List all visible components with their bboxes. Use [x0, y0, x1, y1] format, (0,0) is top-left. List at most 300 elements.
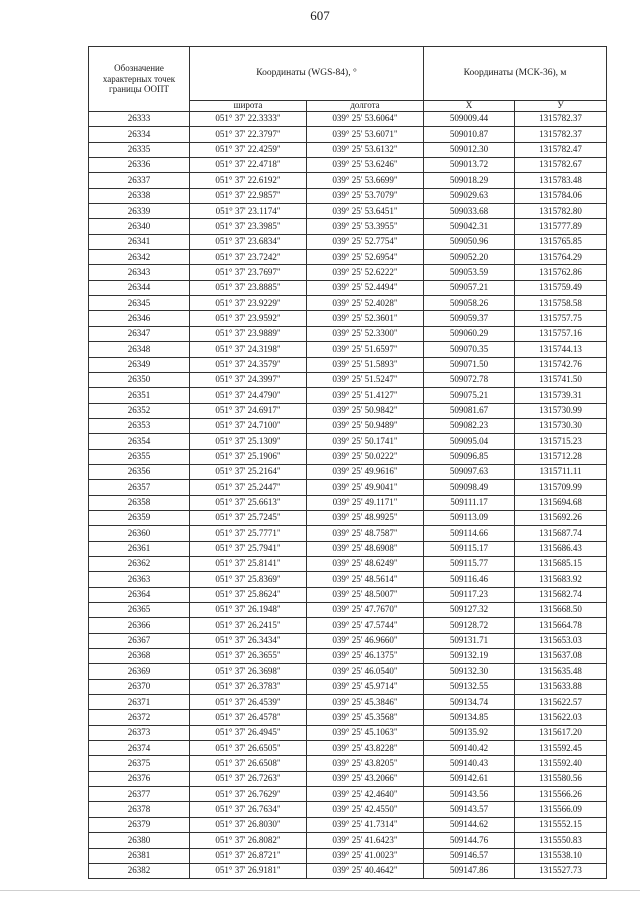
x-coordinate-cell: 509117.23: [424, 587, 515, 602]
point-id-cell: 26344: [89, 280, 190, 295]
longitude-cell: 039° 25' 51.4127": [307, 388, 424, 403]
point-id-cell: 26361: [89, 541, 190, 556]
x-coordinate-cell: 509140.42: [424, 741, 515, 756]
latitude-cell: 051° 37' 25.7941": [190, 541, 307, 556]
y-coordinate-cell: 1315712.28: [515, 449, 607, 464]
latitude-cell: 051° 37' 26.6505": [190, 741, 307, 756]
x-coordinate-cell: 509072.78: [424, 372, 515, 387]
point-id-cell: 26369: [89, 664, 190, 679]
latitude-cell: 051° 37' 23.1174": [190, 204, 307, 219]
latitude-cell: 051° 37' 26.8030": [190, 817, 307, 832]
x-coordinate-cell: 509013.72: [424, 158, 515, 173]
x-coordinate-cell: 509060.29: [424, 326, 515, 341]
table-row: [89, 464, 607, 479]
longitude-cell: 039° 25' 49.9041": [307, 480, 424, 495]
x-coordinate-cell: 509095.04: [424, 434, 515, 449]
point-id-cell: 26336: [89, 158, 190, 173]
latitude-cell: 051° 37' 25.8141": [190, 556, 307, 571]
point-id-cell: 26374: [89, 741, 190, 756]
longitude-cell: 039° 25' 46.9660": [307, 633, 424, 648]
longitude-cell: 039° 25' 42.4640": [307, 787, 424, 802]
latitude-cell: 051° 37' 23.6834": [190, 234, 307, 249]
y-coordinate-cell: 1315617.20: [515, 725, 607, 740]
y-coordinate-cell: 1315686.43: [515, 541, 607, 556]
x-coordinate-cell: 509097.63: [424, 464, 515, 479]
longitude-cell: 039° 25' 50.9842": [307, 403, 424, 418]
latitude-cell: 051° 37' 26.7634": [190, 802, 307, 817]
longitude-cell: 039° 25' 50.9489": [307, 418, 424, 433]
longitude-cell: 039° 25' 45.1063": [307, 725, 424, 740]
y-coordinate-cell: 1315687.74: [515, 526, 607, 541]
latitude-cell: 051° 37' 25.6613": [190, 495, 307, 510]
x-coordinate-cell: 509009.44: [424, 112, 515, 127]
latitude-cell: 051° 37' 22.4259": [190, 142, 307, 157]
longitude-cell: 039° 25' 40.4642": [307, 863, 424, 878]
y-coordinate-cell: 1315622.57: [515, 695, 607, 710]
point-id-cell: 26365: [89, 603, 190, 618]
longitude-cell: 039° 25' 50.0222": [307, 449, 424, 464]
table-row: [89, 127, 607, 142]
latitude-cell: 051° 37' 22.9857": [190, 188, 307, 203]
header-point-designation: Обозначение характерных точек границы ООПТ: [89, 47, 190, 112]
point-id-cell: 26338: [89, 188, 190, 203]
latitude-cell: 051° 37' 25.7771": [190, 526, 307, 541]
longitude-cell: 039° 25' 45.3846": [307, 695, 424, 710]
x-coordinate-cell: 509033.68: [424, 204, 515, 219]
x-coordinate-cell: 509142.61: [424, 771, 515, 786]
x-coordinate-cell: 509053.59: [424, 265, 515, 280]
point-id-cell: 26339: [89, 204, 190, 219]
latitude-cell: 051° 37' 26.3434": [190, 633, 307, 648]
table-row: [89, 633, 607, 648]
latitude-cell: 051° 37' 23.9592": [190, 311, 307, 326]
longitude-cell: 039° 25' 49.9616": [307, 464, 424, 479]
point-id-cell: 26346: [89, 311, 190, 326]
y-coordinate-cell: 1315709.99: [515, 480, 607, 495]
point-id-cell: 26352: [89, 403, 190, 418]
y-coordinate-cell: 1315622.03: [515, 710, 607, 725]
latitude-cell: 051° 37' 22.3333": [190, 112, 307, 127]
point-id-cell: 26368: [89, 649, 190, 664]
point-id-cell: 26356: [89, 464, 190, 479]
y-coordinate-cell: 1315739.31: [515, 388, 607, 403]
header-longitude: долгота: [307, 101, 424, 112]
y-coordinate-cell: 1315668.50: [515, 603, 607, 618]
x-coordinate-cell: 509042.31: [424, 219, 515, 234]
x-coordinate-cell: 509010.87: [424, 127, 515, 142]
latitude-cell: 051° 37' 25.7245": [190, 510, 307, 525]
table-row: [89, 572, 607, 587]
longitude-cell: 039° 25' 53.3955": [307, 219, 424, 234]
longitude-cell: 039° 25' 52.7754": [307, 234, 424, 249]
longitude-cell: 039° 25' 43.8228": [307, 741, 424, 756]
y-coordinate-cell: 1315692.26: [515, 510, 607, 525]
table-row: [89, 434, 607, 449]
y-coordinate-cell: 1315664.78: [515, 618, 607, 633]
x-coordinate-cell: 509134.85: [424, 710, 515, 725]
y-coordinate-cell: 1315759.49: [515, 280, 607, 295]
x-coordinate-cell: 509111.17: [424, 495, 515, 510]
point-id-cell: 26378: [89, 802, 190, 817]
point-id-cell: 26360: [89, 526, 190, 541]
longitude-cell: 039° 25' 53.6064": [307, 112, 424, 127]
x-coordinate-cell: 509018.29: [424, 173, 515, 188]
table-row: [89, 250, 607, 265]
table-row: [89, 296, 607, 311]
point-id-cell: 26350: [89, 372, 190, 387]
longitude-cell: 039° 25' 41.7314": [307, 817, 424, 832]
table-row: [89, 188, 607, 203]
longitude-cell: 039° 25' 52.3601": [307, 311, 424, 326]
latitude-cell: 051° 37' 23.7697": [190, 265, 307, 280]
table-row: [89, 372, 607, 387]
x-coordinate-cell: 509098.49: [424, 480, 515, 495]
longitude-cell: 039° 25' 43.8205": [307, 756, 424, 771]
y-coordinate-cell: 1315783.48: [515, 173, 607, 188]
latitude-cell: 051° 37' 23.8885": [190, 280, 307, 295]
longitude-cell: 039° 25' 51.5247": [307, 372, 424, 387]
point-id-cell: 26345: [89, 296, 190, 311]
latitude-cell: 051° 37' 23.7242": [190, 250, 307, 265]
y-coordinate-cell: 1315580.56: [515, 771, 607, 786]
longitude-cell: 039° 25' 53.6699": [307, 173, 424, 188]
y-coordinate-cell: 1315777.89: [515, 219, 607, 234]
latitude-cell: 051° 37' 26.6508": [190, 756, 307, 771]
longitude-cell: 039° 25' 51.5893": [307, 357, 424, 372]
table-row: [89, 741, 607, 756]
longitude-cell: 039° 25' 42.4550": [307, 802, 424, 817]
y-coordinate-cell: 1315694.68: [515, 495, 607, 510]
y-coordinate-cell: 1315730.30: [515, 418, 607, 433]
longitude-cell: 039° 25' 41.6423": [307, 833, 424, 848]
y-coordinate-cell: 1315758.58: [515, 296, 607, 311]
latitude-cell: 051° 37' 26.3698": [190, 664, 307, 679]
latitude-cell: 051° 37' 26.8082": [190, 833, 307, 848]
latitude-cell: 051° 37' 23.9889": [190, 326, 307, 341]
point-id-cell: 26337: [89, 173, 190, 188]
table-row: [89, 802, 607, 817]
longitude-cell: 039° 25' 50.1741": [307, 434, 424, 449]
x-coordinate-cell: 509134.74: [424, 695, 515, 710]
point-id-cell: 26351: [89, 388, 190, 403]
y-coordinate-cell: 1315566.26: [515, 787, 607, 802]
longitude-cell: 039° 25' 52.4028": [307, 296, 424, 311]
table-row: [89, 449, 607, 464]
table-row: [89, 679, 607, 694]
point-id-cell: 26367: [89, 633, 190, 648]
x-coordinate-cell: 509132.19: [424, 649, 515, 664]
x-coordinate-cell: 509144.62: [424, 817, 515, 832]
point-id-cell: 26362: [89, 556, 190, 571]
table-body: [89, 112, 607, 879]
table-row: [89, 526, 607, 541]
y-coordinate-cell: 1315764.29: [515, 250, 607, 265]
point-id-cell: 26376: [89, 771, 190, 786]
latitude-cell: 051° 37' 23.3985": [190, 219, 307, 234]
point-id-cell: 26381: [89, 848, 190, 863]
y-coordinate-cell: 1315782.37: [515, 127, 607, 142]
latitude-cell: 051° 37' 26.4539": [190, 695, 307, 710]
header-x: X: [424, 101, 515, 112]
point-id-cell: 26370: [89, 679, 190, 694]
table-row: [89, 158, 607, 173]
point-id-cell: 26348: [89, 342, 190, 357]
table-row: [89, 787, 607, 802]
longitude-cell: 039° 25' 52.6954": [307, 250, 424, 265]
x-coordinate-cell: 509127.32: [424, 603, 515, 618]
table-row: [89, 541, 607, 556]
latitude-cell: 051° 37' 25.8624": [190, 587, 307, 602]
point-id-cell: 26342: [89, 250, 190, 265]
table-row: [89, 311, 607, 326]
y-coordinate-cell: 1315592.45: [515, 741, 607, 756]
y-coordinate-cell: 1315711.11: [515, 464, 607, 479]
latitude-cell: 051° 37' 24.3198": [190, 342, 307, 357]
x-coordinate-cell: 509146.57: [424, 848, 515, 863]
y-coordinate-cell: 1315682.74: [515, 587, 607, 602]
point-id-cell: 26354: [89, 434, 190, 449]
table-row: [89, 418, 607, 433]
bottom-divider: [0, 890, 640, 891]
longitude-cell: 039° 25' 47.7670": [307, 603, 424, 618]
y-coordinate-cell: 1315782.80: [515, 204, 607, 219]
x-coordinate-cell: 509075.21: [424, 388, 515, 403]
x-coordinate-cell: 509131.71: [424, 633, 515, 648]
point-id-cell: 26372: [89, 710, 190, 725]
point-id-cell: 26347: [89, 326, 190, 341]
latitude-cell: 051° 37' 24.4790": [190, 388, 307, 403]
latitude-cell: 051° 37' 26.8721": [190, 848, 307, 863]
point-id-cell: 26335: [89, 142, 190, 157]
longitude-cell: 039° 25' 53.6246": [307, 158, 424, 173]
longitude-cell: 039° 25' 41.0023": [307, 848, 424, 863]
table-row: [89, 618, 607, 633]
longitude-cell: 039° 25' 43.2066": [307, 771, 424, 786]
longitude-cell: 039° 25' 53.6451": [307, 204, 424, 219]
y-coordinate-cell: 1315592.40: [515, 756, 607, 771]
point-id-cell: 26366: [89, 618, 190, 633]
page-number: 607: [310, 8, 330, 23]
longitude-cell: 039° 25' 52.6222": [307, 265, 424, 280]
x-coordinate-cell: 509113.09: [424, 510, 515, 525]
latitude-cell: 051° 37' 26.4578": [190, 710, 307, 725]
x-coordinate-cell: 509029.63: [424, 188, 515, 203]
point-id-cell: 26382: [89, 863, 190, 878]
longitude-cell: 039° 25' 48.6249": [307, 556, 424, 571]
point-id-cell: 26364: [89, 587, 190, 602]
point-id-cell: 26340: [89, 219, 190, 234]
longitude-cell: 039° 25' 53.7079": [307, 188, 424, 203]
longitude-cell: 039° 25' 45.9714": [307, 679, 424, 694]
longitude-cell: 039° 25' 48.9925": [307, 510, 424, 525]
table-row: [89, 603, 607, 618]
x-coordinate-cell: 509132.30: [424, 664, 515, 679]
y-coordinate-cell: 1315552.15: [515, 817, 607, 832]
table-row: [89, 342, 607, 357]
latitude-cell: 051° 37' 24.3579": [190, 357, 307, 372]
x-coordinate-cell: 509096.85: [424, 449, 515, 464]
x-coordinate-cell: 509114.66: [424, 526, 515, 541]
longitude-cell: 039° 25' 45.3568": [307, 710, 424, 725]
y-coordinate-cell: 1315637.08: [515, 649, 607, 664]
x-coordinate-cell: 509115.17: [424, 541, 515, 556]
table-row: [89, 556, 607, 571]
longitude-cell: 039° 25' 53.6071": [307, 127, 424, 142]
point-id-cell: 26343: [89, 265, 190, 280]
point-id-cell: 26380: [89, 833, 190, 848]
table-row: [89, 664, 607, 679]
table-row: [89, 234, 607, 249]
y-coordinate-cell: 1315538.10: [515, 848, 607, 863]
y-coordinate-cell: 1315741.50: [515, 372, 607, 387]
x-coordinate-cell: 509116.46: [424, 572, 515, 587]
latitude-cell: 051° 37' 24.7100": [190, 418, 307, 433]
longitude-cell: 039° 25' 48.6908": [307, 541, 424, 556]
y-coordinate-cell: 1315730.99: [515, 403, 607, 418]
latitude-cell: 051° 37' 24.6917": [190, 403, 307, 418]
latitude-cell: 051° 37' 26.3655": [190, 649, 307, 664]
point-id-cell: 26349: [89, 357, 190, 372]
y-coordinate-cell: 1315566.09: [515, 802, 607, 817]
point-id-cell: 26379: [89, 817, 190, 832]
latitude-cell: 051° 37' 26.2415": [190, 618, 307, 633]
y-coordinate-cell: 1315633.88: [515, 679, 607, 694]
header-y: У: [515, 101, 607, 112]
header-msk36: Координаты (МСК-36), м: [424, 47, 607, 101]
longitude-cell: 039° 25' 53.6132": [307, 142, 424, 157]
y-coordinate-cell: 1315742.76: [515, 357, 607, 372]
y-coordinate-cell: 1315757.75: [515, 311, 607, 326]
longitude-cell: 039° 25' 48.5007": [307, 587, 424, 602]
x-coordinate-cell: 509070.35: [424, 342, 515, 357]
latitude-cell: 051° 37' 25.1309": [190, 434, 307, 449]
longitude-cell: 039° 25' 49.1171": [307, 495, 424, 510]
coordinates-table: [88, 46, 607, 879]
latitude-cell: 051° 37' 26.9181": [190, 863, 307, 878]
latitude-cell: 051° 37' 26.7263": [190, 771, 307, 786]
y-coordinate-cell: 1315550.83: [515, 833, 607, 848]
x-coordinate-cell: 509057.21: [424, 280, 515, 295]
x-coordinate-cell: 509059.37: [424, 311, 515, 326]
x-coordinate-cell: 509050.96: [424, 234, 515, 249]
point-id-cell: 26358: [89, 495, 190, 510]
table-row: [89, 833, 607, 848]
y-coordinate-cell: 1315762.86: [515, 265, 607, 280]
longitude-cell: 039° 25' 51.6597": [307, 342, 424, 357]
table-row: [89, 112, 607, 127]
longitude-cell: 039° 25' 48.5614": [307, 572, 424, 587]
table-row: [89, 403, 607, 418]
table-row: [89, 219, 607, 234]
table-row: [89, 388, 607, 403]
y-coordinate-cell: 1315653.03: [515, 633, 607, 648]
longitude-cell: 039° 25' 48.7587": [307, 526, 424, 541]
table-row: [89, 848, 607, 863]
point-id-cell: 26353: [89, 418, 190, 433]
longitude-cell: 039° 25' 46.0540": [307, 664, 424, 679]
x-coordinate-cell: 509058.26: [424, 296, 515, 311]
table-row: [89, 173, 607, 188]
y-coordinate-cell: 1315635.48: [515, 664, 607, 679]
table-row: [89, 863, 607, 878]
x-coordinate-cell: 509143.56: [424, 787, 515, 802]
y-coordinate-cell: 1315715.23: [515, 434, 607, 449]
table-row: [89, 695, 607, 710]
table-row: [89, 725, 607, 740]
table-row: [89, 756, 607, 771]
x-coordinate-cell: 509143.57: [424, 802, 515, 817]
table-row: [89, 771, 607, 786]
point-id-cell: 26341: [89, 234, 190, 249]
latitude-cell: 051° 37' 22.3797": [190, 127, 307, 142]
y-coordinate-cell: 1315782.37: [515, 112, 607, 127]
x-coordinate-cell: 509012.30: [424, 142, 515, 157]
point-id-cell: 26333: [89, 112, 190, 127]
table-row: [89, 265, 607, 280]
table-row: [89, 280, 607, 295]
x-coordinate-cell: 509071.50: [424, 357, 515, 372]
point-id-cell: 26377: [89, 787, 190, 802]
latitude-cell: 051° 37' 25.1906": [190, 449, 307, 464]
y-coordinate-cell: 1315527.73: [515, 863, 607, 878]
longitude-cell: 039° 25' 46.1375": [307, 649, 424, 664]
point-id-cell: 26371: [89, 695, 190, 710]
x-coordinate-cell: 509128.72: [424, 618, 515, 633]
latitude-cell: 051° 37' 26.7629": [190, 787, 307, 802]
table-row: [89, 510, 607, 525]
x-coordinate-cell: 509140.43: [424, 756, 515, 771]
latitude-cell: 051° 37' 22.6192": [190, 173, 307, 188]
y-coordinate-cell: 1315765.85: [515, 234, 607, 249]
longitude-cell: 039° 25' 52.4494": [307, 280, 424, 295]
header-wgs84: Координаты (WGS-84), °: [190, 47, 424, 101]
table-row: [89, 480, 607, 495]
y-coordinate-cell: 1315757.16: [515, 326, 607, 341]
x-coordinate-cell: 509135.92: [424, 725, 515, 740]
table-row: [89, 495, 607, 510]
point-id-cell: 26373: [89, 725, 190, 740]
x-coordinate-cell: 509081.67: [424, 403, 515, 418]
table-row: [89, 204, 607, 219]
header-latitude: широта: [190, 101, 307, 112]
point-id-cell: 26355: [89, 449, 190, 464]
x-coordinate-cell: 509082.23: [424, 418, 515, 433]
latitude-cell: 051° 37' 25.2447": [190, 480, 307, 495]
longitude-cell: 039° 25' 52.3300": [307, 326, 424, 341]
point-id-cell: 26357: [89, 480, 190, 495]
x-coordinate-cell: 509052.20: [424, 250, 515, 265]
table-row: [89, 357, 607, 372]
y-coordinate-cell: 1315782.47: [515, 142, 607, 157]
longitude-cell: 039° 25' 47.5744": [307, 618, 424, 633]
x-coordinate-cell: 509115.77: [424, 556, 515, 571]
latitude-cell: 051° 37' 23.9229": [190, 296, 307, 311]
latitude-cell: 051° 37' 22.4718": [190, 158, 307, 173]
y-coordinate-cell: 1315782.67: [515, 158, 607, 173]
latitude-cell: 051° 37' 24.3997": [190, 372, 307, 387]
table-row: [89, 142, 607, 157]
y-coordinate-cell: 1315744.13: [515, 342, 607, 357]
x-coordinate-cell: 509147.86: [424, 863, 515, 878]
table-row: [89, 649, 607, 664]
point-id-cell: 26375: [89, 756, 190, 771]
point-id-cell: 26334: [89, 127, 190, 142]
table-row: [89, 710, 607, 725]
y-coordinate-cell: 1315683.92: [515, 572, 607, 587]
table-row: [89, 817, 607, 832]
x-coordinate-cell: 509132.55: [424, 679, 515, 694]
point-id-cell: 26363: [89, 572, 190, 587]
